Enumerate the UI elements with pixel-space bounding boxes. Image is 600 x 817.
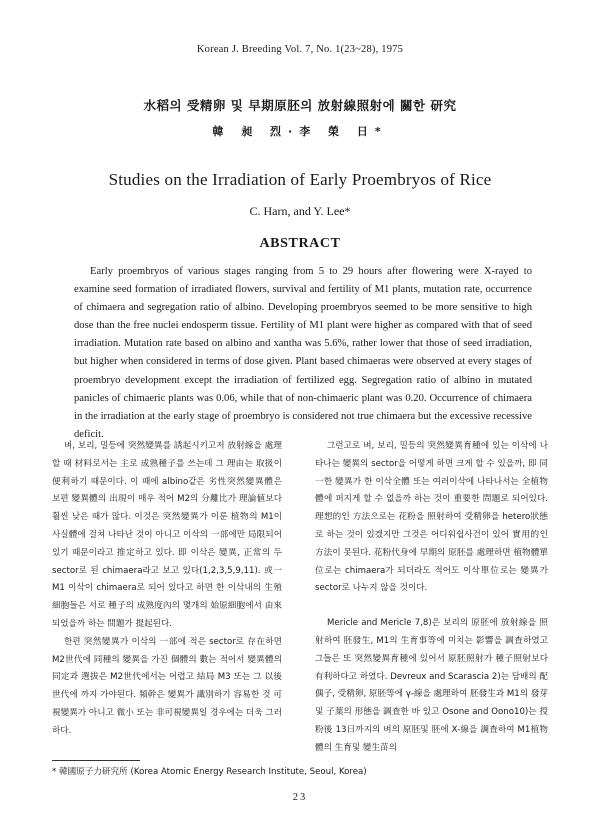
body-paragraph: 그런고로 벼, 보리, 밀등의 突然變異育種에 있는 이삭에 나타나는 變異의 sector을 어떻게 하면 크게 할 수 있을까, 即 同一한 變異가 한 이삭全體 또는 여러이삭에 나타나서는 全植物體에 퍼지게 할 수 없을까 하는 것이 重要한 問題로 되어있다. 理想的인 方法으로는 花粉을 照射하여 受精卵을 hetero狀態로 하는 것이 있겠지만 그것은 어디워쉽사건이 있어 實用的인 方法이 못된다. 花粉代身에 早期의 原胚를 處理하면 植物體單位로는 chimaera가 되더라도 적어도 이삭單位로는 變異가 sector로 나누지 않을 것이다.	[315, 441, 548, 594]
body-paragraph: 벼, 보리, 밀등에 突然變異를 誘起시키고저 放射線을 處理할 때 材料로서는 主로 成熟種子를 쓰는데 그 理由는 取扱이 便利하기 때문이다. 이 때에 albino같은 劣性突然變異體은 보편 變異體의 出現이 매우 적어 M2의 分離比가 理論値보다 훨씬 낮은 때가 많다. 이것은 突然變異가 이룬 植物의 M1이 사실體에 걸쳐 나타난 것이 아니고 이삭의 一部에만 局限되어 있기 때문이라고 推定하고 있다. 即 이삭은 變異, 正常의 두 sector로 된 chimaera라고 보고 있다(1,2,3,5,9,11). 或一 M1 이삭이 chimaera로 되어 있다고 하면 한 이삭내의 生殖細胞들은 서로 種子의 成熟度內의 몇개의 始原細胞에서 由來되었을까 하는 問題가 提起된다.	[52, 441, 282, 629]
body-left-column	[52, 438, 282, 741]
affiliation-footnote: * 韓國原子力研究所 (Korea Atomic Energy Research Institute, Seoul, Korea)	[52, 767, 367, 777]
korean-authors: 韓 昶 烈·李 榮 日*	[212, 125, 388, 138]
english-authors: C. Harn, and Y. Lee*	[249, 204, 351, 218]
korean-title: 水稻의 受精卵 및 早期原胚의 放射線照射에 關한 研究	[143, 98, 457, 113]
page-number: 23	[292, 792, 308, 803]
english-title: Studies on the Irradiation of Early Proembryos of Rice	[108, 170, 492, 189]
body-right-column	[315, 438, 548, 758]
body-paragraph: 한편 突然變異가 이삭의 一部에 적은 sector로 存在하면 M2世代에 同種의 變異을 가진 個體의 數는 적어서 變異體의 同定과 選拔은 M2世代에서는 어렵고 結局 M3 또는 그 以後世代에 까지 가야된다. 頻幹은 變異가 識別하기 容易한 것 可視變異가 아니고 微小 또는 非可視變異일 경우에는 더욱 그러하다.	[52, 636, 282, 736]
abstract-heading: ABSTRACT	[259, 236, 341, 251]
journal-header: Korean J. Breeding Vol. 7, No. 1(23~28), 1975	[196, 44, 404, 55]
paragraph-spacer	[315, 598, 548, 615]
body-paragraph: Mericle and Mericle 7,8)은 보리의 原胚에 放射線을 照射하여 胚發生, M1의 生育事等에 미치는 影響을 調査하였고 그들은 또 突然變異育種에 있어서 原胚照射가 種子照射보다 有利하다고 하였다. Devreux and Scarascia 2)는 담배의 配偶子, 受精卵, 原胚等에 γ-線을 處理하여 胚發生과 M1의 發芽및 子葉의 形態을 調査한 바 있고 Osone and Oono10)는 授粉後 13日까지의 벼의 原胚및 胚에 X-線을 調査하여 M1植物體의 生育및 變生苗의	[315, 618, 548, 753]
footnote-divider	[52, 760, 140, 761]
abstract-text: Early proembryos of various stages ranging from 5 to 29 hours after flowering were X-rayed to examine seed formation of irradiated flowers, survival and fertility of M1 plants, mutation rate, occurrence of chimaera and segregation ratio of albino. Developing proembryos seemed to be more sensitive to high dose than the free nuclei endosperm tissue. Fertility of M1 plant were higher as compared with that of seed irradiation. Mutation rate based on albino and xantha was 5.6%, rather lower that those of seed irradiation, but higher when considered in terms of dose given. Plant based chimaeras were observed at every stages of proembryo development except the irradiation of fertilized egg. Segregation ratio of albino in mutated panicles of chimaeric plants was 0.06, while that of non-chimaeric plant was 0.20. Occurrence of chimaera in the irradiation at the early stage of proembryo is considered not true chimaera but the excessive recessive deficit.	[74, 266, 532, 440]
